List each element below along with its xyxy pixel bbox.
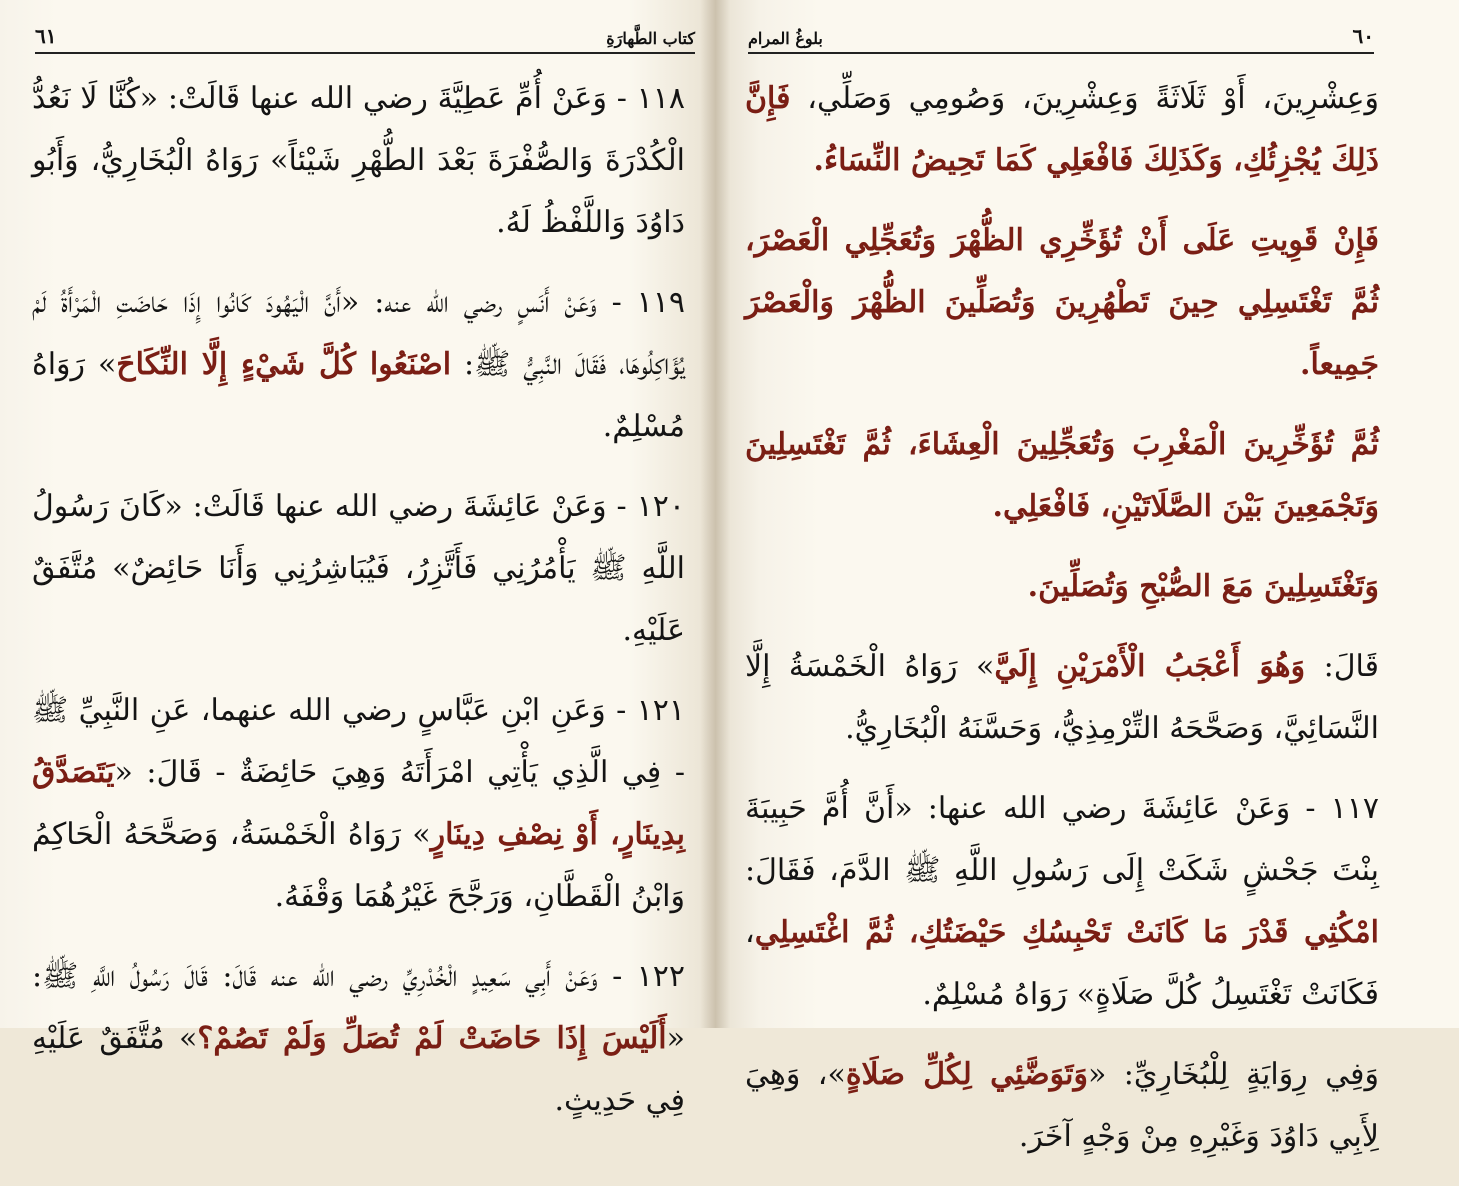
hadith-quote: اصْنَعُوا كُلَّ شَيْءٍ إِلَّا النِّكَاحَ [116, 347, 452, 382]
page-header [748, 22, 1374, 54]
hadith-paragraph [32, 272, 685, 458]
hadith-paragraph [745, 68, 1379, 192]
paragraph-text: » رَوَاهُ الْخَمْسَةُ، وَصَحَّحَهُ الْحَاكِمُ وَابْنُ الْقَطَّانِ، وَرَجَّحَ غَيْرُهُمَا وَقْفَهُ. [32, 817, 685, 914]
paragraph-text: ١٢٠ - وَعَنْ عَائِشَةَ رضي الله عنها قَالَتْ: «كَانَ رَسُولُ اللَّهِ ﷺ يَأْمُرُنِي فَأَتَّزِرُ، فَيُبَاشِرُنِي وَأَنَا حَائِضٌ» مُتَّفَقٌ عَلَيْهِ. [32, 489, 685, 648]
paragraph-text: ١٢١ - وَعَنِ ابْنِ عَبَّاسٍ رضي الله عنهما، عَنِ النَّبِيِّ ﷺ - فِي الَّذِي يَأْتِي امْرَأَتَهُ وَهِيَ حَائِضَةٌ - قَالَ: « [32, 693, 685, 790]
page-number: ٦١ [35, 24, 57, 48]
hadith-paragraph [32, 680, 685, 928]
page-header [35, 22, 695, 54]
hadith-paragraph [32, 946, 685, 1132]
hadith-quote: يَتَصَدَّقُ بِدِينَارٍ، أَوْ نِصْفِ دِينَارٍ [32, 755, 685, 852]
paragraph-text: قَالَ: [1305, 649, 1379, 684]
paragraph-text: ١١٨ - وَعَنْ أُمِّ عَطِيَّةَ رضي الله عنها قَالَتْ: «كُنَّا لَا نَعُدُّ الْكُدْرَةَ وَالصُّفْرَةَ بَعْدَ الطُّهْرِ شَيْئاً» رَوَاهُ الْبُخَارِيُّ، وَأَبُو دَاوُدَ وَاللَّفْظُ لَهُ. [32, 81, 685, 240]
hadith-quote: فَإِنَّ ذَلِكَ يُجْزِئُكِ، وَكَذَلِكَ فَافْعَلِي كَمَا تَحِيضُ النِّسَاءُ. [745, 81, 1379, 178]
page-number: ٦٠ [1352, 24, 1374, 48]
hadith-quote: وَتَوَضَّئِي لِكُلِّ صَلَاةٍ [845, 1057, 1088, 1092]
hadith-quote: وَتَغْتَسِلِينَ مَعَ الصُّبْحِ وَتُصَلِّينَ. [1027, 569, 1379, 604]
hadith-paragraph [745, 210, 1379, 396]
hadith-paragraph [745, 1044, 1379, 1168]
paragraph-text: ١١٧ - وَعَنْ عَائِشَةَ رضي الله عنها: «أَنَّ أُمَّ حَبِيبَةَ بِنْتَ جَحْشٍ شَكَتْ إِلَى رَسُولِ اللَّهِ ﷺ الدَّمَ، فَقَالَ: [745, 791, 1379, 888]
hadith-paragraph [745, 556, 1379, 618]
paragraph-text: وَعِشْرِينَ، أَوْ ثَلَاثَةً وَعِشْرِينَ، وَصُومِي وَصَلِّي، [790, 81, 1379, 116]
paragraph-text: ١١٩ - وَعَنْ أَنَسٍ رضي الله عنه: «أَنَّ الْيَهُودَ كَانُوا إِذَا حَاضَتِ الْمَرْأَةُ لَمْ يُؤَاكِلُوهَا، فَقَالَ النَّبِيُّ ﷺ: [32, 285, 685, 382]
book-gutter [700, 0, 730, 1028]
paragraph-text: ، فَكَانَتْ تَغْتَسِلُ كُلَّ صَلَاةٍ» رَوَاهُ مُسْلِمٌ. [745, 915, 1379, 1012]
right-page [715, 0, 1459, 1154]
hadith-quote: أَلَيْسَ إِذَا حَاضَتْ لَمْ تُصَلِّ وَلَمْ تَصُمْ؟ [197, 1021, 667, 1056]
running-title: بلوغُ المرام [748, 29, 823, 48]
hadith-quote: وَهُوَ أَعْجَبُ الْأَمْرَيْنِ إِلَيَّ [994, 649, 1306, 684]
paragraph-text: ١٢٢ - وَعَنْ أَبِي سَعِيدٍ الْخُدْرِيِّ رضي الله عنه قَالَ: قَالَ رَسُولُ اللَّهِ ﷺ: « [32, 959, 685, 1056]
hadith-paragraph [32, 476, 685, 662]
hadith-paragraph [745, 414, 1379, 538]
hadith-paragraph [32, 68, 685, 254]
running-title: كتاب الطَّهارَةِ [606, 29, 695, 48]
left-page [0, 0, 715, 1118]
hadith-quote: امْكُثِي قَدْرَ مَا كَانَتْ تَحْبِسُكِ حَيْضَتُكِ، ثُمَّ اغْتَسِلِي [754, 915, 1379, 950]
hadith-quote: فَإِنْ قَوِيتِ عَلَى أَنْ تُؤَخِّرِي الظُّهْرَ وَتُعَجِّلِي الْعَصْرَ، ثُمَّ تَغْتَسِلِي حِينَ تَطْهُرِينَ وَتُصَلِّينَ الظُّهْرَ وَالْعَصْرَ جَمِيعاً. [745, 223, 1379, 382]
paragraph-text: وَفِي رِوَايَةٍ لِلْبُخَارِيِّ: « [1087, 1057, 1380, 1092]
paragraph-text: » رَوَاهُ الْخَمْسَةُ إِلَّا النَّسَائِيَّ، وَصَحَّحَهُ التِّرْمِذِيُّ، وَحَسَّنَهُ الْبُخَارِيُّ. [745, 649, 1379, 746]
paragraph-text: » رَوَاهُ مُسْلِمٌ. [32, 347, 685, 444]
page-body [32, 68, 685, 1150]
hadith-paragraph [745, 636, 1379, 760]
hadith-paragraph [745, 778, 1379, 1026]
paragraph-text: » مُتَّفَقٌ عَلَيْهِ فِي حَدِيثٍ. [32, 1021, 685, 1118]
hadith-quote: ثُمَّ تُؤَخِّرِينَ الْمَغْرِبَ وَتُعَجِّلِينَ الْعِشَاءَ، ثُمَّ تَغْتَسِلِينَ وَتَجْمَعِينَ بَيْنَ الصَّلَاتَيْنِ، فَافْعَلِي. [745, 427, 1379, 524]
page-body [745, 68, 1379, 1186]
paragraph-text: »، وَهِيَ لِأَبِي دَاوُدَ وَغَيْرِهِ مِنْ وَجْهٍ آخَرَ. [745, 1057, 1379, 1154]
